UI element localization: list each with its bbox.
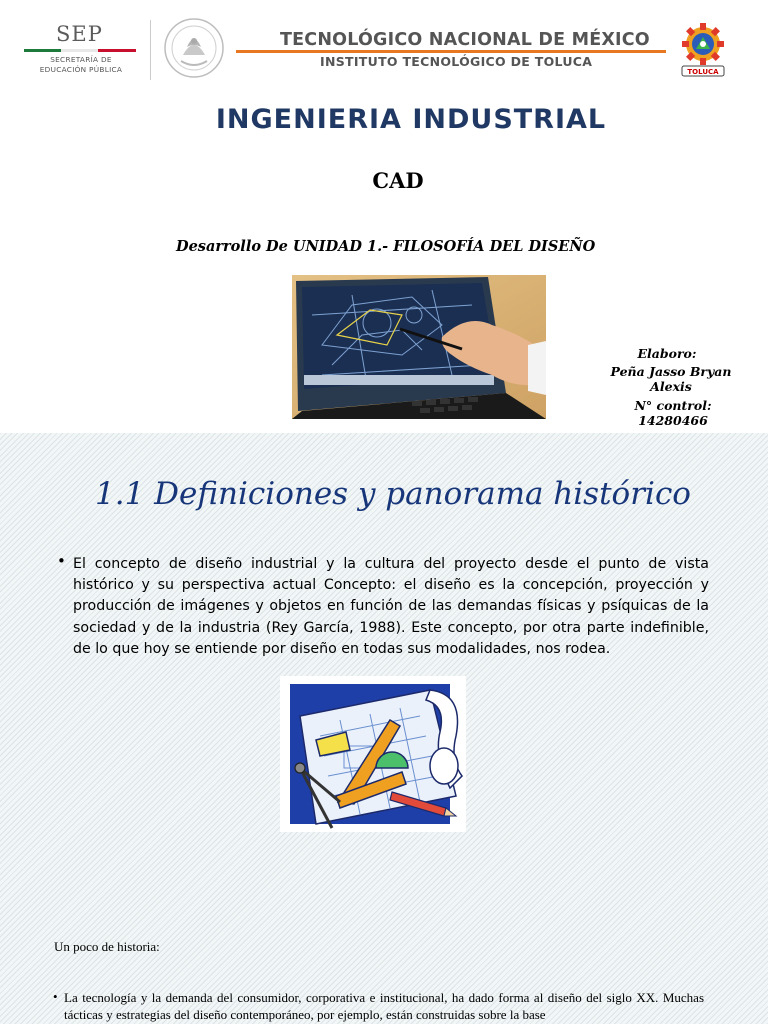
itt-logo-icon — [676, 22, 730, 78]
institution-header — [0, 0, 768, 90]
unit-title: Desarrollo De UNIDAD 1.- FILOSOFÍA DEL DISEÑO — [176, 238, 596, 255]
history-label: Un poco de historia: — [54, 939, 160, 954]
bullet-marker: • — [57, 552, 66, 570]
itt-title: INSTITUTO TECNOLÓGICO DE TOLUCA — [320, 54, 593, 69]
sep-logo-line1: SECRETARÍA DE — [50, 55, 112, 64]
author-name: Peña Jasso Bryan Alexis — [610, 364, 732, 394]
tnm-underline — [236, 50, 666, 53]
history-paragraph: La tecnología y la demanda del consumidor, corporativa e institucional, ha dado forma al diseño del siglo XX. Muchas tácticas y estrategias del diseño contemporáneo, por ejemplo, están construidas sobre la base — [64, 990, 704, 1022]
elaboro-label: Elaboro: — [637, 346, 697, 361]
cad-laptop-photo — [292, 275, 546, 419]
control-number: N° control: 14280466 — [634, 398, 712, 428]
sep-logo-bar — [24, 49, 136, 52]
tnm-title: TECNOLÓGICO NACIONAL DE MÉXICO — [280, 30, 650, 50]
sep-logo — [22, 20, 142, 80]
header-divider — [150, 20, 151, 80]
sep-logo-line2: EDUCACIÓN PÚBLICA — [39, 65, 123, 74]
itt-logo-text: TOLUCA — [687, 68, 719, 76]
slide-heading: 1.1 Definiciones y panorama histórico — [95, 476, 691, 512]
seal-icon — [163, 17, 225, 79]
sep-logo-text: SEP — [56, 22, 103, 46]
drafting-tools-clipart — [280, 676, 466, 832]
history-bullet-marker: • — [53, 989, 58, 1004]
slide-paragraph: El concepto de diseño industrial y la cultura del proyecto desde el punto de vista histórico y su perspectiva actual Concepto: el diseño es la concepción, proyección y producción de imágenes y objetos en función de las demandas físicas y psíquicas de la sociedad y de la industria (Rey García, 1988). Este concepto, por otra parte indefinible, de lo que hoy se entiende por diseño en todas sus modalidades, nos rodea. — [73, 556, 709, 657]
career-title: INGENIERIA INDUSTRIAL — [215, 104, 607, 135]
subject-title: CAD — [372, 168, 424, 193]
